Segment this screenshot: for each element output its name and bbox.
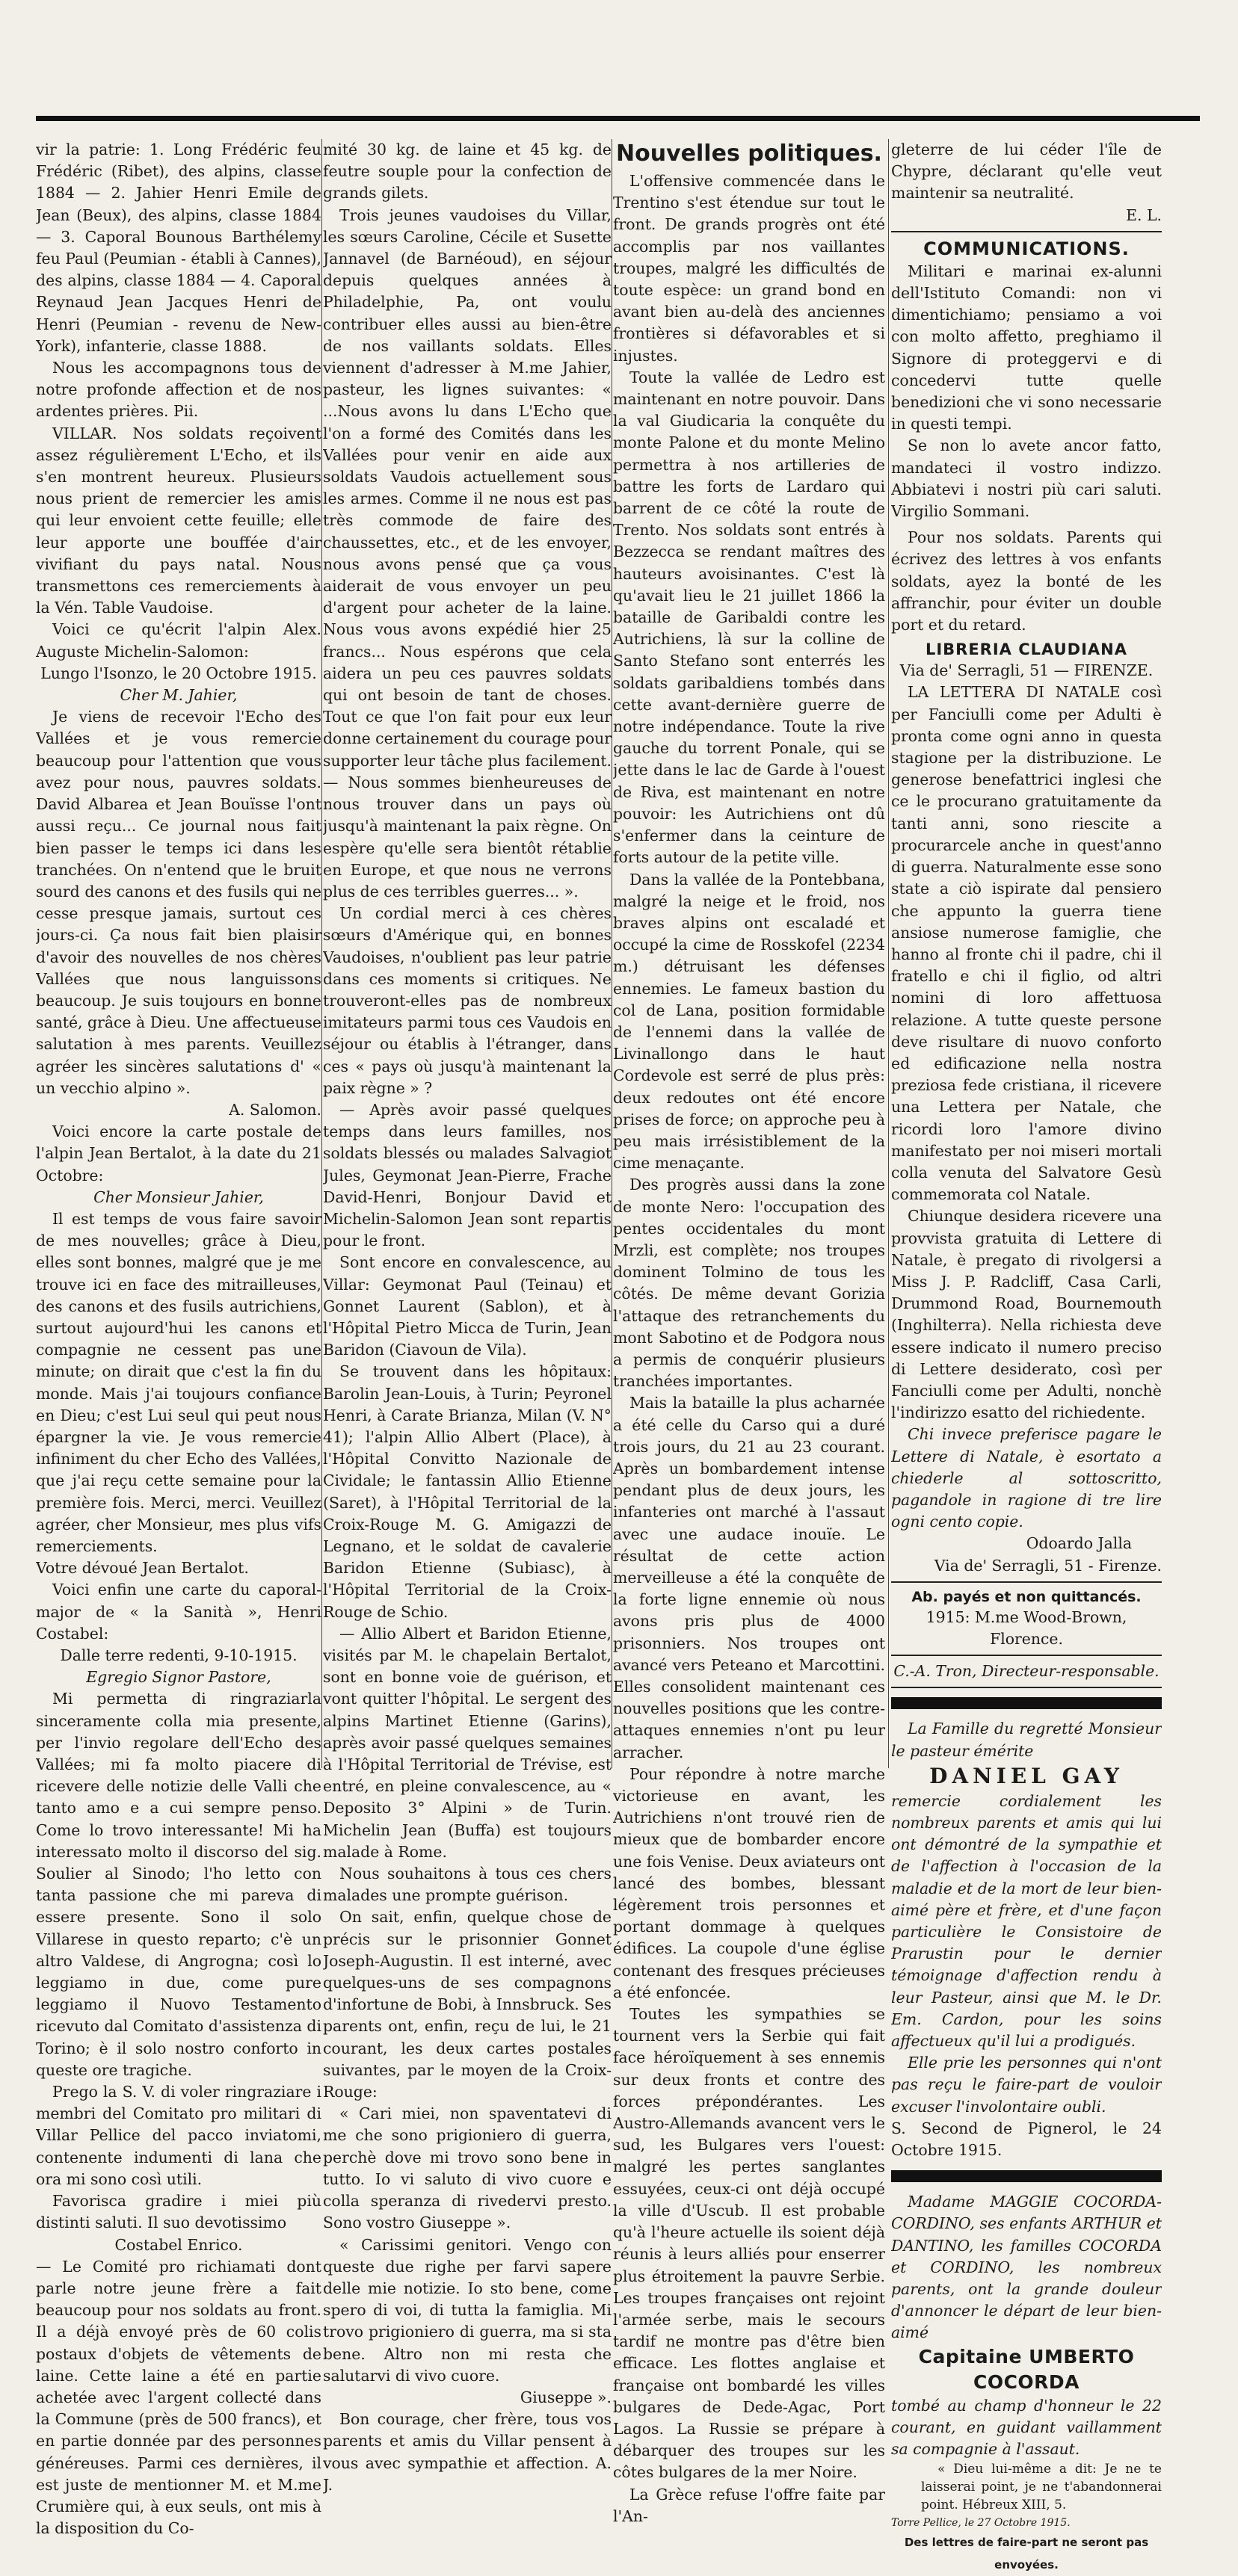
politics-continued: gleterre de lui céder l'île de Chypre, déclarant qu'elle veut maintenir sa neutralité. <box>891 140 1162 203</box>
top-rule <box>36 116 1200 121</box>
col1-paragraph: Nous les accompagnons tous de notre profonde affection et de nos ardentes prières. Pii. <box>36 359 321 421</box>
gay-intro: La Famille du regretté Monsieur le pasteur émérite <box>891 1720 1162 1760</box>
col1-paragraph: Voici enfin une carte du caporal-major de « la Sanità », Henri Costabel: <box>36 1581 321 1643</box>
politics-paragraph: La Grèce refuse l'offre faite par l'An- <box>613 2485 885 2525</box>
communications-text: Militari e marinai ex-alunni dell'Istituto Comandi: non vi dimentichiamo; pensiamo a voi con molto affetto, preghiamo il Signore di proteggervi e di concedervi tutte quelle benedizioni che vi sono necessarie in questi tempi. <box>891 262 1162 433</box>
column-2 <box>323 139 612 2496</box>
col1-paragraph: Votre dévoué Jean Bertalot. <box>36 1559 249 1578</box>
column-3 <box>613 139 885 2527</box>
mourning-bar <box>891 2170 1162 2182</box>
col1-paragraph: vir la patrie: 1. Long Frédéric feu Frédéric (Ribet), des alpins, classe 1884 — 2. Jahier Henri Emile de Jean (Beux), des alpins, classe 1884 — 3. Caporal Bounous Barthélemy feu Paul (Peumian - établi à Cannes), des alpins, classe 1884 — 4. Caporal Reynaud Jean Jacques Henri de Henri (Peumian - revenu de New-York), infanterie, classe 1888. <box>36 140 321 355</box>
politics-paragraph: Des progrès aussi dans la zone de monte Nero: l'occupation des pentes occidentales du mont Mrzli, est complète; nos troupes dominent Tolmino de tous les côtés. De même devant Gorizia l'attaque des retranchements du mont Sabotino et de Podgora nous a permis de conquérir plusieurs tranchées importantes. <box>613 1176 885 1391</box>
cocorda-name: Capitaine UMBERTO COCORDA <box>918 2345 1135 2393</box>
politics-heading: Nouvelles politiques. <box>616 140 882 167</box>
col2-paragraph: On sait, enfin, quelque chose de précis sur le prisonnier Gonnet Joseph-Augustin. Il est interné, avec quelques-uns de ses compagnons d'infortune de Bobi, à Innsbruck. Ses parents ont, enfin, reçu de lui, le 21 courant, les deux cartes postales suivantes, par le moyen de la Croix-Rouge: <box>323 1908 612 2101</box>
col1-paragraph: — Le Comité pro richiamati dont parle notre jeune frère a fait beaucoup pour nos soldats au front. Il a déjà envoyé près de 60 colis postaux d'objets de vêtements de laine. Cette laine a été en partie achetée avec l'argent collecté dans la Commune (près de 500 francs), et en partie donnée par des personnes généreuses. Parmi ces dernières, il est juste de mentionner M. et M.me Crumière qui, à eux seuls, ont mis à la disposition du Co- <box>36 2257 321 2538</box>
gay-text: remercie cordialement les nombreux parents et amis qui lui ont démontré de la sympathie et de l'affection à l'occasion de la maladie et de la mort de leur bien-aimé père et frère, et d'une façon particulière le Consistoire de Prarustin pour le dernier témoignage d'affection rendu à leur Pasteur, ainsi que M. le Dr. Em. Cardon, pour les soins affectueux qu'il lui a prodigués. <box>891 1791 1162 2051</box>
subscriptions-line: 1915: M.me Wood-Brown, Florence. <box>926 1607 1127 1648</box>
gay-name: DANIEL GAY <box>929 1763 1124 1788</box>
col2-paragraph: — Après avoir passé quelques temps dans leurs familles, nos soldats blessés ou malades Salvagiot Jules, Geymonat Jean-Pierre, Frache David-Henri, Bonjour David et Michelin-Salomon Jean sont repartis pour le front. <box>323 1100 612 1250</box>
mourning-bar <box>891 1697 1162 1709</box>
col1-paragraph: Voici encore la carte postale de l'alpin Jean Bertalot, à la date du 21 Octobre: <box>36 1122 321 1184</box>
divider-rule <box>891 231 1162 232</box>
col2-paragraph: mité 30 kg. de laine et 45 kg. de feutre souple pour la confection de grands gilets. <box>323 140 612 203</box>
politics-signature: E. L. <box>1126 206 1162 224</box>
col1-paragraph: Cher Monsieur Jahier, <box>93 1187 264 1206</box>
col1-paragraph: Favorisca gradire i miei più distinti saluti. Il suo devotissimo <box>36 2192 321 2232</box>
col1-paragraph: Costabel Enrico. <box>114 2235 243 2254</box>
cocorda-text-2: tombé au champ d'honneur le 22 courant, en guidant vaillamment sa compagnie à l'assaut. <box>891 2396 1162 2459</box>
col1-paragraph: Dalle terre redenti, 9-10-1915. <box>60 1646 298 1665</box>
politics-paragraph: L'offensive commencée dans le Trentino s'est étendue sur tout le front. De grands progrès ont été accomplis par nos vaillantes troupes, malgré les difficultés de toute espèce: un grand bond en avant bien au-delà des anciennes frontières si défavorables et si injustes. <box>613 172 885 365</box>
libreria-address: Via de' Serragli, 51 — FIRENZE. <box>899 661 1154 680</box>
column-divider <box>888 139 889 1768</box>
column-4 <box>891 139 1162 2576</box>
libreria-text-1: LA LETTERA DI NATALE così per Fanciulli come per Adulti è pronta come ogni anno in questa stagione per la distribuzione. Le generose benefattrici inglesi che ce le procurano gratuitamente da tanti anni, sono riescite a procurarcele anche in quest'anno di guerra. Naturalmente esse sono state a ciò ispirate dal pensiero che appunto la guerra tiene ansiose numerose famiglie, che hanno al fronte chi il padre, chi il fratello e chi il figlio, od altri nomini di loro affettuosa relazione. A tutte queste persone deve risultare di nuovo conforto ed edificazione nella nostra preziosa fede cristiana, il ricevere una Lettera per Natale, che ricordi loro l'amore divino manifestato per noi miseri mortali colla venuta del Salvatore Gesù commemorata col Natale. <box>891 683 1162 1204</box>
communications-text-2: Se non lo avete ancor fatto, mandateci il vostro indizzo. Abbiatevi i nostri più cari saluti. Virgilio Sommani. <box>891 436 1162 521</box>
cocorda-quote: « Dieu lui-même a dit: Je ne te laisserai point, je ne t'abandonnerai point. Hébreux XIII, 5. <box>921 2462 1162 2513</box>
col2-paragraph: Bon courage, cher frère, tous vos parents et amis du Villar pensent à vous avec sympathie et affection. A. J. <box>323 2410 612 2494</box>
director-line: C.-A. Tron, Directeur-responsable. <box>893 1662 1160 1681</box>
divider-rule <box>891 1655 1162 1656</box>
cocorda-note: Des lettres de faire-part ne seront pas envoyées. <box>904 2536 1149 2572</box>
col1-paragraph: Cher M. Jahier, <box>120 686 238 705</box>
col2-paragraph: Nous souhaitons à tous ces chers malades une prompte guérison. <box>323 1865 612 1905</box>
cocorda-text: Madame MAGGIE COCORDA-CORDINO, ses enfants ARTHUR et DANTINO, les familles COCORDA et CORDINO, les nombreux parents, ont la grande douleur d'annoncer le départ de leur bien-aimé <box>891 2193 1162 2342</box>
divider-rule <box>891 1687 1162 1688</box>
col1-paragraph: A. Salomon. <box>229 1100 321 1119</box>
gay-text-2: Elle prie les personnes qui n'ont pas reçu le faire-part de vouloir excuser l'involontaire oubli. <box>891 2054 1162 2116</box>
cocorda-place-date: Torre Pellice, le 27 Octobre 1915. <box>891 2517 1071 2530</box>
communications-heading: COMMUNICATIONS. <box>923 238 1130 259</box>
politics-paragraph: Mais la bataille la plus acharnée a été celle du Carso qui a duré trois jours, du 21 au 23 courant. Après un bombardement intense pendant plus de deux jours, les infanteries ont marché à l'assaut avec une audace inouïe. Le résultat de cette action merveilleuse a été la conquête de la forte ligne ennemie où nous avons pris plus de 4000 prisonniers. Nos troupes ont avancé vers Peteano et Marcottini. Elles consolident maintenant ces nouvelles positions que les contre-attaques ennemies n'ont pu leur arracher. <box>613 1394 885 1761</box>
subscriptions-heading: Ab. payés et non quittancés. <box>911 1588 1142 1605</box>
col2-paragraph: « Carissimi genitori. Vengo con queste due righe per farvi sapere delle mie notizie. Io sto bene, come spero di voi, di tutta la famiglia. Mi trovo prigioniero di guerra, ma si sta bene. Altro non mi resta che salutarvi di vivo cuore. <box>323 2235 612 2385</box>
col2-paragraph: « Cari miei, non spaventatevi di me che sono prigioniero di guerra, perchè dove mi trovo sono bene in tutto. Io vi saluto di vivo cuore e colla speranza di rivedervi presto. Sono vostro Giuseppe ». <box>323 2104 612 2232</box>
libreria-heading: LIBRERIA CLAUDIANA <box>925 640 1128 659</box>
col2-paragraph: Giuseppe ». <box>520 2388 612 2406</box>
libreria-text-3: Chi invece preferisce pagare le Lettere di Natale, è esortato a chiederle al sottoscritto, pagandole in ragione di tre lire ogni cento copie. <box>891 1425 1162 1531</box>
col1-paragraph: Voici ce qu'écrit l'alpin Alex. Auguste Michelin-Salomon: <box>36 620 321 661</box>
politics-paragraph: Pour répondre à notre marche victorieuse en avant, les Autrichiens n'ont trouvé rien de mieux que de bombarder encore une fois Venise. Deux aviateurs ont lancé des bombes, blessant légèrement trois personnes et portant dommage à quelques édifices. La coupole d'une église contenant des fresques précieuses a été enfoncée. <box>613 1764 885 2001</box>
col1-paragraph: Il est temps de vous faire savoir de mes nouvelles; grâce à Dieu, elles sont bonnes, malgré que je me trouve ici en face des mitrailleuses, des canons et des fusils autrichiens, surtout aujourd'hui les canons et compagnie ne cessent pas une minute; on dirait que c'est la fin du monde. Mais j'ai toujours confiance en Dieu; c'est Lui seul qui peut nous épargner la vie. Je vous remercie infiniment du cher Echo des Vallées, que j'ai reçu cette semaine pour la première fois. Merci, merci. Veuillez agréer, cher Monsieur, mes plus vifs remerciements. <box>36 1209 321 1555</box>
gay-place-date: S. Second de Pignerol, le 24 Octobre 1915. <box>891 2119 1162 2160</box>
libreria-signature-address: Via de' Serragli, 51 - Firenze. <box>934 1556 1162 1575</box>
politics-paragraph: Dans la vallée de la Pontebbana, malgré la neige et le froid, nos braves alpins ont escaladé et occupé la cime de Rosskofel (2234 m.) détruisant les défenses ennemies. Le fameux bastion du col de Lana, position formidable de l'ennemi dans la vallée de Livinallongo dans le haut Cordevole est serré de plus près: deux redoutes ont été encore prises de force; on approche peu à peu mais irrésistiblement de la cime menaçante. <box>613 870 885 1173</box>
col2-paragraph: — Allio Albert et Baridon Etienne, visités par M. le chapelain Bertalot, sont en bonne voie de guérison, et vont quitter l'hôpital. Le sergent des alpins Martinet Etienne (Garins), après avoir passé quelques semaines à l'Hôpital Territorial de Trévise, est entré, en pleine convalescence, au « Deposito 3° Alpini » de Turin. Michelin Jean (Buffa) est toujours malade à Rome. <box>323 1624 612 1861</box>
col2-paragraph: Sont encore en convalescence, au Villar: Geymonat Paul (Teinau) et Gonnet Laurent (Sablon), et à l'Hôpital Pietro Micca de Turin, Jean Baridon (Ciavoun de Vila). <box>323 1253 612 1359</box>
soldiers-notice: Pour nos soldats. Parents qui écrivez des lettres à vos enfants soldats, ayez la bonté de les affranchir, pour éviter un double port et du retard. <box>891 528 1162 634</box>
col2-paragraph: Un cordial merci à ces chères sœurs d'Amérique qui, en bonnes Vaudoises, n'oublient pas leur patrie dans ces moments si critiques. Ne trouveront-elles pas de nombreux imitateurs parmi tous ces Vaudois en séjour ou établis à l'étranger, dans ces « pays où jusqu'à maintenant la paix règne » ? <box>323 904 612 1097</box>
col1-paragraph: Lungo l'Isonzo, le 20 Octobre 1915. <box>40 664 317 682</box>
column-1 <box>36 139 321 2539</box>
col1-paragraph: VILLAR. Nos soldats reçoivent assez régulièrement L'Echo, et ils s'en montrent heureux. Plusieurs nous prient de remercier les amis qui leur envoient cette feuille; elle leur apporte une bouffée d'air vivifiant du pays natal. Nous transmettons ces remerciements à la Vén. Table Vaudoise. <box>36 424 321 617</box>
col1-paragraph: Egregio Signor Pastore, <box>86 1668 271 1687</box>
col1-paragraph: Je viens de recevoir l'Echo des Vallées et je vous remercie beaucoup pour l'attention que vous avez pour nous, pauvres soldats. David Albarea et Jean Bouïsse l'ont aussi reçu... Ce journal nous fait bien passer le temps ici dans les tranchées. On n'entend que le bruit sourd des canons et des fusils qui ne cesse presque jamais, surtout ces jours-ci. Ça nous fait bien plaisir d'avoir des nouvelles de nos chères Vallées que nous languissons beaucoup. Je suis toujours en bonne santé, grâce à Dieu. Une affectueuse salutation à mes parents. Veuillez agréer les sincères salutations d' « un vecchio alpino ». <box>36 708 321 1097</box>
col2-paragraph: Trois jeunes vaudoises du Villar, les sœurs Caroline, Cécile et Susette Jannavel (de Barnéoud), en séjour depuis quelques années à Philadelphie, Pa, ont voulu contribuer elles aussi au bien-être de nos vaillants soldats. Elles viennent d'adresser à M.me Jahier, pasteur, les lignes suivantes: « ...Nous avons lu dans L'Echo que l'on a formé des Comités dans les Vallées pour venir en aide aux soldats Vaudois actuellement sous les armes. Comme il ne nous est pas très commode de faire des chaussettes, etc., et de les envoyer, nous avons pensé que ça vous aiderait de vous envoyer un peu d'argent pour acheter de la laine. Nous vous avons expédié hier 25 francs... Nous espérons que cela aidera un peu ces pauvres soldats qui ont besoin de tant de choses. Tout ce que l'on fait pour eux leur donne certainement du courage pour supporter leur tâche plus facilement. — Nous sommes bienheureuses de nous trouver dans un pays où jusqu'à maintenant la paix règne. On espère qu'elle sera bientôt rétablie en Europe, et que nous ne verrons plus de ces terribles guerres... ». <box>323 206 612 901</box>
col2-paragraph: Se trouvent dans les hôpitaux: Barolin Jean-Louis, à Turin; Peyronel Henri, à Carate Brianza, Milan (V. N° 41); l'alpin Allio Albert (Place), à l'Hôpital Convitto Nazionale de Cividale; le fantassin Allio Etienne (Saret), à l'Hôpital Territorial de la Croix-Rouge M. G. Amigazzi de Legnano, et le soldat de cavalerie Baridon Etienne (Subiasc), à l'Hôpital Territorial de la Croix-Rouge de Schio. <box>323 1362 612 1621</box>
libreria-signature: Odoardo Jalla <box>1026 1534 1132 1553</box>
politics-paragraph: Toute la vallée de Ledro est maintenant en notre pouvoir. Dans la val Giudicaria la conquête du monte Palone et du monte Melino permettra à nos artilleries de battre les forts de Lardaro qui barrent de ce côté la route de Trento. Nos soldats sont entrés à Bezzecca se rendant maîtres des hauteurs avoisinantes. C'est là qu'avait lieu le 21 juillet 1866 la bataille de Garibaldi contre les Autrichiens, là sur la colline de Santo Stefano sont enterrés les soldats garibaldiens tombés dans cette avant-dernière guerre de notre indépendance. Toute la rive gauche du torrent Ponale, qui se jette dans le lac de Garde à l'ouest de Riva, est maintenant en notre pouvoir: les Autrichiens ont dû s'enfermer dans la ceinture de forts autour de la petite ville. <box>613 368 885 867</box>
libreria-text-2: Chiunque desidera ricevere una provvista gratuita di Lettere di Natale, è pregato di rivolgersi a Miss J. P. Radcliff, Casa Carli, Drummond Road, Bournemouth (Inghilterra). Nella richiesta deve essere indicato il numero preciso di Lettere desiderato, così per Fanciulli come per Adulti, nonchè l'indirizzo esatto del richiedente. <box>891 1207 1162 1422</box>
col1-paragraph: Prego la S. V. di voler ringraziare i membri del Comitato pro militari di Villar Pellice del pacco inviatomi, contenente indumenti di lana che ora mi sono così utili. <box>36 2083 321 2188</box>
column-divider <box>321 139 322 1768</box>
col1-paragraph: Mi permetta di ringraziarla sinceramente colla mia presente, per l'invio regolare dell'Echo des Vallées; mi fa molto piacere di ricevere delle notizie delle Valli che tanto amo e a cui sempre penso. Come lo trovo interessante! Mi ha interessato molto il discorso del sig. Soulier al Sinodo; l'ho letto con tanta passione che mi pareva di essere presente. Sono il solo Villarese in questo reparto; c'è un altro Valdese, di Angrogna; così lo leggiamo in due, come pure leggiamo il Nuovo Testamento ricevuto dal Comitato d'assistenza di Torino; è il solo nostro conforto in queste ore tragiche. <box>36 1690 321 2079</box>
politics-paragraph: Toutes les sympathies se tournent vers la Serbie qui fait face héroïquement à ses ennemis sur deux fronts et contre des forces prépondérantes. Les Austro-Allemands avancent vers le sud, les Bulgares vers l'ouest: malgré les pertes sanglantes essuyées, ceux-ci ont déjà occupé la ville d'Uscub. Il est probable qu'à l'heure actuelle ils soient déjà réunis à leurs alliés pour enserrer plus étroitement la pauvre Serbie. Les troupes françaises ont rejoint l'armée serbe, mais le secours tardif ne montre pas d'être bien efficace. Les flottes anglaise et française ont bombardé les villes bulgares de Dede-Agac, Port Lagos. La Russie se prépare à débarquer des troupes sur les côtes bulgares de la mer Noire. <box>613 2005 885 2482</box>
divider-rule <box>891 1581 1162 1583</box>
